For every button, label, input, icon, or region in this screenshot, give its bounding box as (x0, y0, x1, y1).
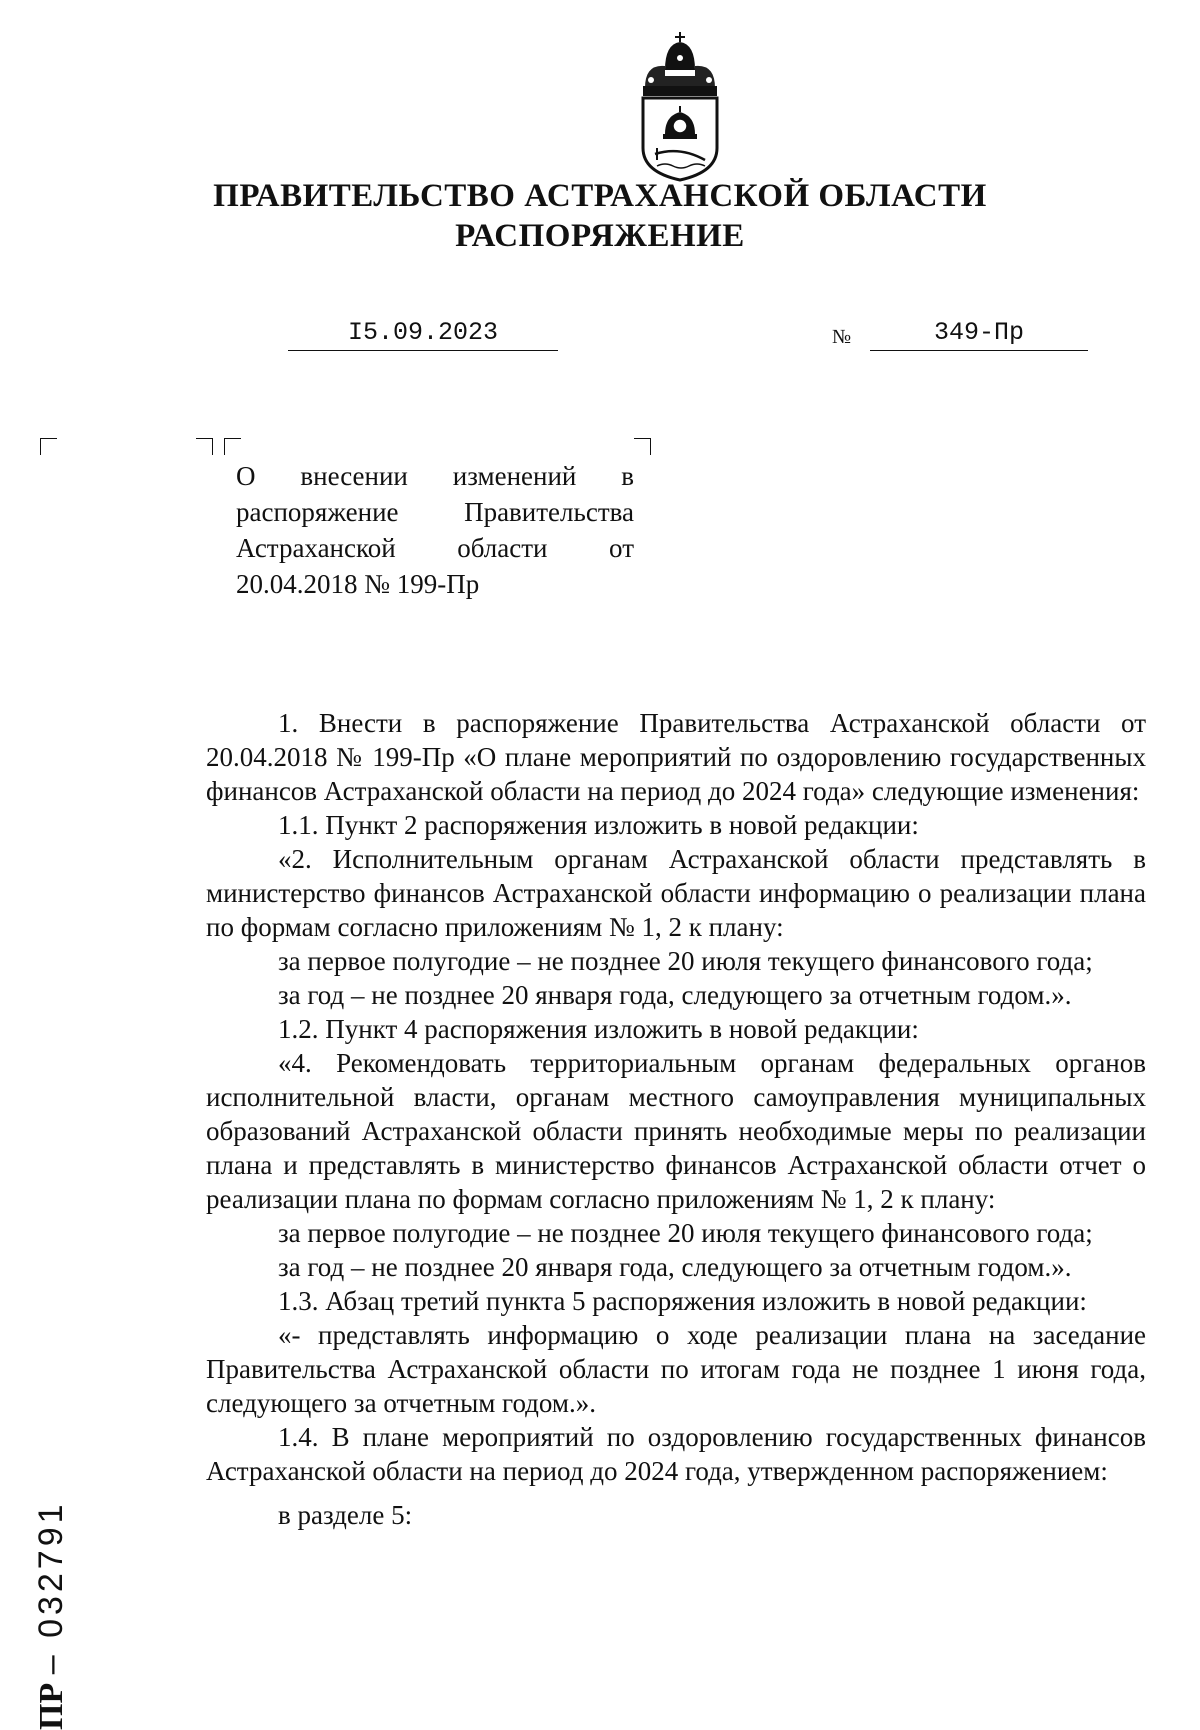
astrakhan-coat-of-arms-icon (635, 30, 725, 185)
paragraph: 1. Внести в распоряжение Правительства Астраханской области от 20.04.2018 № 199-Пр «О плане мероприятий по оздоровлению государственных финансов Астраханской области на период до 2024 года» следующие изменения: (206, 708, 1146, 806)
subject-corner-mark (196, 438, 213, 455)
document-number: 349-Пр (870, 318, 1088, 351)
organization-title: ПРАВИТЕЛЬСТВО АСТРАХАНСКОЙ ОБЛАСТИ (213, 178, 987, 214)
document-body (206, 706, 1146, 1532)
paragraph: 1.3. Абзац третий пункта 5 распоряжения изложить в новой редакции: (278, 1286, 1087, 1316)
number-label: № (832, 326, 852, 348)
subject-corner-mark (224, 438, 241, 455)
paragraph: «2. Исполнительным органам Астраханской области представлять в министерство финансов Астраханской области информацию о реализации плана по формам согласно приложениям № 1, 2 к плану: (206, 844, 1146, 942)
paragraph: за первое полугодие – не позднее 20 июля текущего финансового года; (278, 1218, 1093, 1248)
paragraph: 1.2. Пункт 4 распоряжения изложить в новой редакции: (278, 1014, 919, 1044)
subject-corner-mark (634, 438, 651, 455)
document-date: I5.09.2023 (288, 318, 558, 351)
document-type-title: РАСПОРЯЖЕНИЕ (455, 218, 745, 254)
paragraph: за год – не позднее 20 января года, следующего за отчетным годом.». (278, 1252, 1072, 1282)
paragraph: за первое полугодие – не позднее 20 июля текущего финансового года; (278, 946, 1093, 976)
form-serial-number (32, 1500, 71, 1730)
paragraph: 1.1. Пункт 2 распоряжения изложить в новой редакции: (278, 810, 919, 840)
paragraph: 1.4. В плане мероприятий по оздоровлению государственных финансов Астраханской области на период до 2024 года, утвержденном распоряжением: (206, 1422, 1146, 1486)
paragraph: «4. Рекомендовать территориальным органам федеральных органов исполнительной власти, органам местного самоуправления муниципальных образований Астраханской области принять необходимые меры по реализации плана и представлять в министерство финансов Астраханской области отчет о реализации плана по формам согласно приложениям № 1, 2 к плану: (206, 1048, 1146, 1214)
left-margin-corner-mark (40, 438, 57, 455)
paragraph: в разделе 5: (278, 1500, 413, 1530)
serial-digits: – 032791 (32, 1500, 70, 1675)
document-subject: О внесении изменений в распоряжение Правительства Астраханской области от 20.04.2018 № 199-Пр (236, 461, 634, 599)
paragraph: «- представлять информацию о ходе реализации плана на заседание Правительства Астраханской области по итогам года не позднее 1 июня года, следующего за отчетным годом.». (206, 1320, 1146, 1418)
paragraph: за год – не позднее 20 января года, следующего за отчетным годом.». (278, 980, 1072, 1010)
serial-prefix: ПР (33, 1682, 70, 1730)
